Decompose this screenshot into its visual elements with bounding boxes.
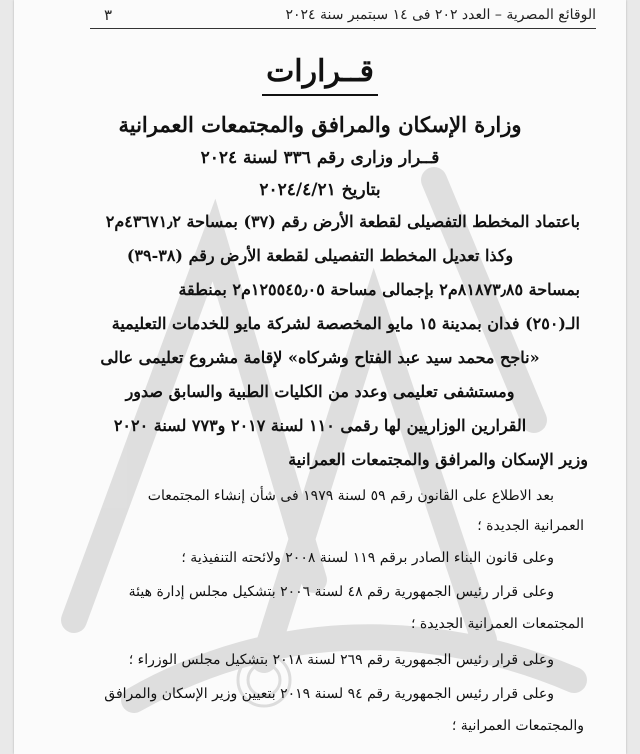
preamble-line: العمرانية الجديدة ؛ bbox=[477, 518, 584, 534]
preamble-line: وعلى قرار رئيس الجمهورية رقم ٩٤ لسنة ٢٠١٩ بتعيين وزير الإسكان والمرافق bbox=[104, 686, 554, 702]
preamble-line: وعلى قرار رئيس الجمهورية رقم ٤٨ لسنة ٢٠٠٦ بتشكيل مجلس إدارة هيئة bbox=[128, 584, 554, 600]
decree-subject-line: بمساحة ٨١٨٧٣٫٨٥م٢ بإجمالى مساحة ١٢٥٥٤٥٫٠٥م٢ بمنطقة bbox=[178, 280, 580, 299]
decree-date: بتاريخ ٢٠٢٤/٤/٢١ bbox=[259, 180, 381, 200]
header-divider bbox=[90, 28, 596, 29]
minister-title: وزير الإسكان والمرافق والمجتمعات العمرانية bbox=[288, 450, 588, 469]
section-heading: قــرارات bbox=[266, 54, 374, 89]
ministry-title: وزارة الإسكان والمرافق والمجتمعات العمرانية bbox=[118, 112, 522, 137]
decree-subject-line: باعتماد المخطط التفصيلى لقطعة الأرض رقم (٣٧) بمساحة ٤٣٦٧١٫٢م٢ bbox=[105, 212, 580, 231]
page-header bbox=[104, 4, 596, 26]
page-number: ٣ bbox=[104, 6, 113, 24]
decree-subject-line: الـ(٢٥٠) فدان بمدينة ١٥ مايو المخصصة لشركة مايو للخدمات التعليمية bbox=[111, 314, 580, 333]
decree-subject-line: وكذا تعديل المخطط التفصيلى لقطعة الأرض رقم (٣٨-٣٩) bbox=[126, 246, 514, 265]
gazette-issue-title: الوقائع المصرية – العدد ٢٠٢ فى ١٤ سبتمبر سنة ٢٠٢٤ bbox=[285, 7, 596, 23]
decree-number: قــرار وزارى رقم ٣٣٦ لسنة ٢٠٢٤ bbox=[200, 148, 440, 168]
preamble-line: وعلى قرار رئيس الجمهورية رقم ٢٦٩ لسنة ٢٠١٨ بتشكيل مجلس الوزراء ؛ bbox=[128, 652, 554, 668]
decree-subject-line: ومستشفى تعليمى وعدد من الكليات الطبية والسابق صدور bbox=[125, 382, 515, 401]
preamble-line: والمجتمعات العمرانية ؛ bbox=[451, 718, 584, 734]
decree-subject-line: القرارين الوزاريين لها رقمى ١١٠ لسنة ٢٠١٧ و٧٧٣ لسنة ٢٠٢٠ bbox=[113, 416, 527, 435]
heading-underline bbox=[262, 94, 378, 96]
preamble-line: المجتمعات العمرانية الجديدة ؛ bbox=[411, 616, 584, 632]
gazette-page bbox=[14, 0, 626, 754]
preamble-line: بعد الاطلاع على القانون رقم ٥٩ لسنة ١٩٧٩ فى شأن إنشاء المجتمعات bbox=[147, 488, 554, 504]
preamble-line: وعلى قانون البناء الصادر برقم ١١٩ لسنة ٢٠٠٨ ولائحته التنفيذية ؛ bbox=[181, 550, 554, 566]
decree-subject-line: «ناجح محمد سيد عبد الفتاح وشركاه» لإقامة مشروع تعليمى عالى bbox=[100, 348, 540, 367]
